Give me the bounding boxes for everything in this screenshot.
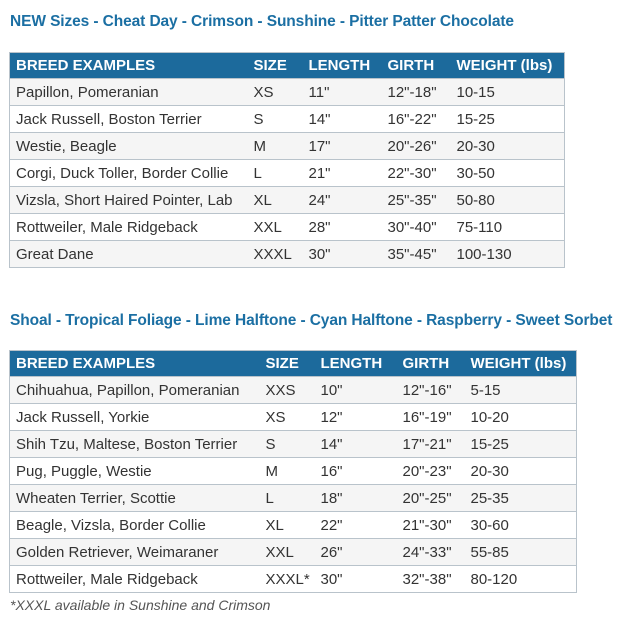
cell-length: 16" <box>315 458 397 485</box>
cell-length: 30" <box>303 241 382 268</box>
cell-girth: 32"-38" <box>397 566 465 593</box>
cell-weight: 5-15 <box>465 377 577 404</box>
cell-size: XL <box>248 187 303 214</box>
table-row <box>10 566 577 593</box>
cell-weight: 55-85 <box>465 539 577 566</box>
cell-girth: 20"-26" <box>382 133 451 160</box>
cell-breed: Wheaten Terrier, Scottie <box>10 485 260 512</box>
cell-breed: Great Dane <box>10 241 248 268</box>
cell-weight: 15-25 <box>465 431 577 458</box>
table-row <box>10 106 565 133</box>
cell-girth: 12"-18" <box>382 79 451 106</box>
table-row <box>10 485 577 512</box>
cell-girth: 24"-33" <box>397 539 465 566</box>
header-breed-examples: BREED EXAMPLES <box>10 351 260 377</box>
cell-girth: 30"-40" <box>382 214 451 241</box>
cell-size: M <box>248 133 303 160</box>
header-size: SIZE <box>248 53 303 79</box>
header-weight: WEIGHT (lbs) <box>465 351 577 377</box>
header-weight: WEIGHT (lbs) <box>451 53 565 79</box>
cell-girth: 16"-19" <box>397 404 465 431</box>
cell-breed: Beagle, Vizsla, Border Collie <box>10 512 260 539</box>
header-size: SIZE <box>260 351 315 377</box>
cell-size: XL <box>260 512 315 539</box>
cell-length: 22" <box>315 512 397 539</box>
table-row <box>10 133 565 160</box>
header-breed-examples: BREED EXAMPLES <box>10 53 248 79</box>
table-row <box>10 404 577 431</box>
table-row <box>10 79 565 106</box>
table-row <box>10 241 565 268</box>
section-1-title: NEW Sizes - Cheat Day - Crimson - Sunshine - Pitter Patter Chocolate <box>10 13 514 30</box>
cell-weight: 75-110 <box>451 214 565 241</box>
cell-size: XXL <box>248 214 303 241</box>
cell-size: S <box>248 106 303 133</box>
cell-breed: Westie, Beagle <box>10 133 248 160</box>
cell-weight: 25-35 <box>465 485 577 512</box>
cell-length: 24" <box>303 187 382 214</box>
cell-size: XXXL <box>248 241 303 268</box>
cell-size: XXL <box>260 539 315 566</box>
cell-length: 14" <box>303 106 382 133</box>
cell-girth: 21"-30" <box>397 512 465 539</box>
cell-length: 28" <box>303 214 382 241</box>
cell-size: XXS <box>260 377 315 404</box>
cell-breed: Chihuahua, Papillon, Pomeranian <box>10 377 260 404</box>
cell-girth: 20"-23" <box>397 458 465 485</box>
cell-length: 21" <box>303 160 382 187</box>
cell-length: 14" <box>315 431 397 458</box>
cell-breed: Rottweiler, Male Ridgeback <box>10 214 248 241</box>
cell-girth: 25"-35" <box>382 187 451 214</box>
cell-weight: 30-50 <box>451 160 565 187</box>
cell-length: 12" <box>315 404 397 431</box>
cell-weight: 15-25 <box>451 106 565 133</box>
cell-weight: 80-120 <box>465 566 577 593</box>
cell-breed: Vizsla, Short Haired Pointer, Lab <box>10 187 248 214</box>
table-row <box>10 214 565 241</box>
cell-weight: 50-80 <box>451 187 565 214</box>
cell-length: 17" <box>303 133 382 160</box>
table-row <box>10 539 577 566</box>
cell-girth: 20"-25" <box>397 485 465 512</box>
table-header-row <box>10 53 565 79</box>
cell-girth: 17"-21" <box>397 431 465 458</box>
table-row <box>10 187 565 214</box>
cell-size: L <box>248 160 303 187</box>
table-header-row <box>10 351 577 377</box>
table-row <box>10 458 577 485</box>
cell-size: S <box>260 431 315 458</box>
cell-weight: 20-30 <box>465 458 577 485</box>
table-row <box>10 377 577 404</box>
cell-weight: 100-130 <box>451 241 565 268</box>
cell-breed: Jack Russell, Yorkie <box>10 404 260 431</box>
table-row <box>10 512 577 539</box>
cell-weight: 10-15 <box>451 79 565 106</box>
cell-girth: 16"-22" <box>382 106 451 133</box>
cell-length: 30" <box>315 566 397 593</box>
cell-weight: 20-30 <box>451 133 565 160</box>
cell-size: XXXL* <box>260 566 315 593</box>
cell-size: XS <box>260 404 315 431</box>
footnote: *XXXL available in Sunshine and Crimson <box>10 597 271 613</box>
cell-breed: Corgi, Duck Toller, Border Collie <box>10 160 248 187</box>
cell-length: 11" <box>303 79 382 106</box>
cell-breed: Shih Tzu, Maltese, Boston Terrier <box>10 431 260 458</box>
cell-girth: 22"-30" <box>382 160 451 187</box>
header-girth: GIRTH <box>382 53 451 79</box>
cell-size: XS <box>248 79 303 106</box>
cell-length: 18" <box>315 485 397 512</box>
cell-weight: 30-60 <box>465 512 577 539</box>
cell-girth: 12"-16" <box>397 377 465 404</box>
cell-girth: 35"-45" <box>382 241 451 268</box>
header-length: LENGTH <box>315 351 397 377</box>
cell-weight: 10-20 <box>465 404 577 431</box>
cell-size: M <box>260 458 315 485</box>
size-table-1 <box>9 52 565 268</box>
cell-breed: Golden Retriever, Weimaraner <box>10 539 260 566</box>
table-row <box>10 431 577 458</box>
table-row <box>10 160 565 187</box>
cell-breed: Jack Russell, Boston Terrier <box>10 106 248 133</box>
cell-breed: Pug, Puggle, Westie <box>10 458 260 485</box>
section-2-title: Shoal - Tropical Foliage - Lime Halftone - Cyan Halftone - Raspberry - Sweet Sorbet <box>10 312 613 329</box>
cell-length: 10" <box>315 377 397 404</box>
header-length: LENGTH <box>303 53 382 79</box>
cell-breed: Papillon, Pomeranian <box>10 79 248 106</box>
size-table-2 <box>9 350 577 593</box>
cell-length: 26" <box>315 539 397 566</box>
cell-size: L <box>260 485 315 512</box>
cell-breed: Rottweiler, Male Ridgeback <box>10 566 260 593</box>
header-girth: GIRTH <box>397 351 465 377</box>
